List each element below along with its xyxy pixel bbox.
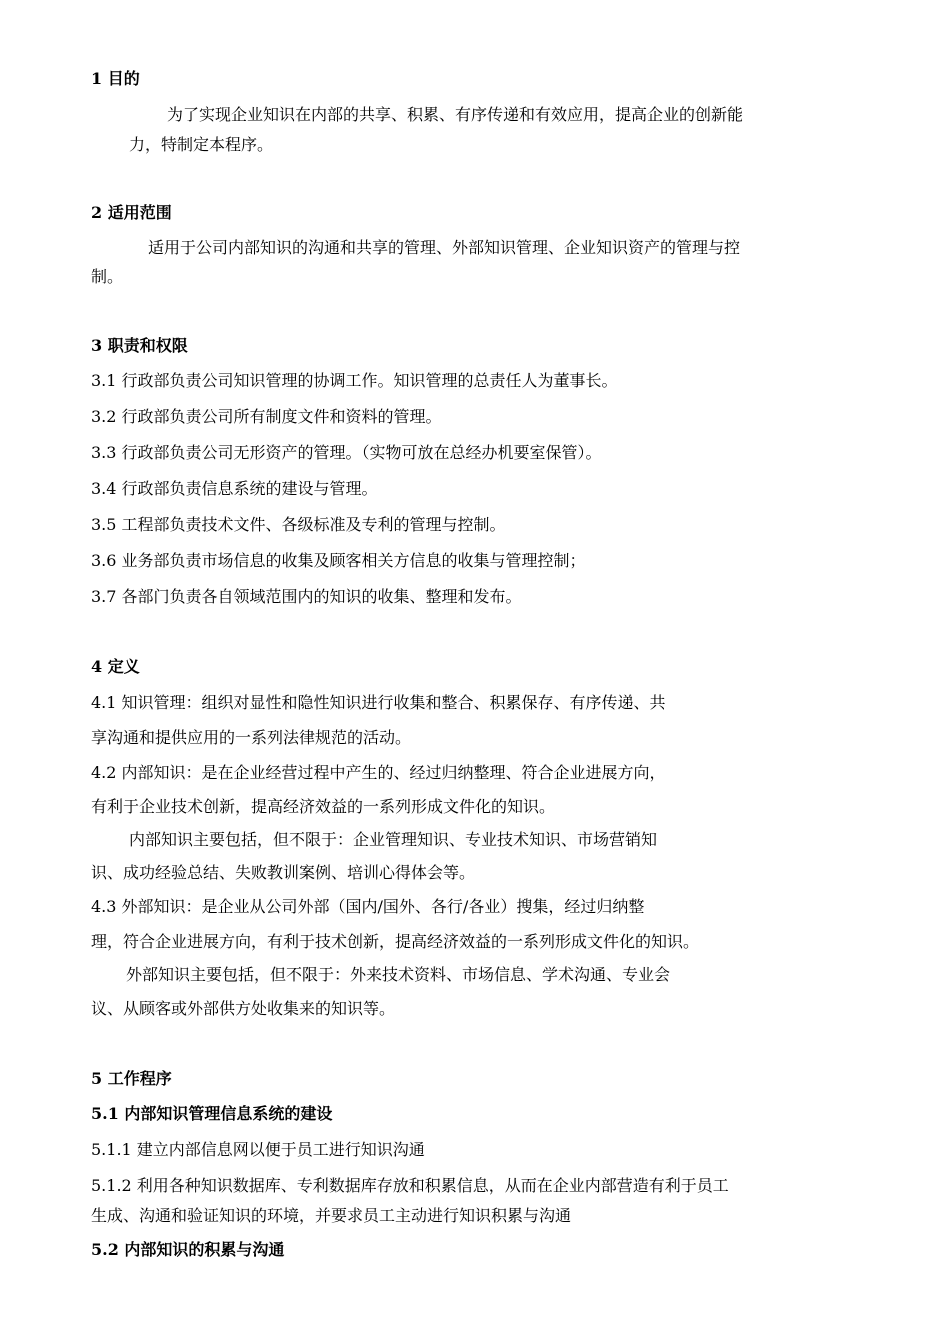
definition-line: 识、成功经验总结、失败教训案例、培训心得体会等。 [91,863,476,882]
definition-line: 4.1 知识管理：组织对显性和隐性知识进行收集和整合、积累保存、有序传递、共 [91,693,666,712]
definition-line: 议、从顾客或外部供方处收集来的知识等。 [91,999,396,1018]
procedure-line: 5.1.2 利用各种知识数据库、专利数据库存放和积累信息，从而在企业内部营造有利于员工 [91,1176,729,1195]
definition-line: 有利于企业技术创新，提高经济效益的一系列形成文件化的知识。 [91,797,556,816]
definition-line: 理，符合企业进展方向，有利于技术创新，提高经济效益的一系列形成文件化的知识。 [91,932,700,951]
definition-line: 4.2 内部知识：是在企业经营过程中产生的、经过归纳整理、符合企业进展方向， [91,763,666,782]
subsection-heading: 5.1 内部知识管理信息系统的建设 [91,1104,333,1123]
responsibility-item: 3.3 行政部负责公司无形资产的管理。（实物可放在总经办机要室保管）。 [91,443,602,462]
responsibility-item: 3.4 行政部负责信息系统的建设与管理。 [91,479,378,498]
definition-line: 内部知识主要包括，但不限于：企业管理知识、专业技术知识、市场营销知 [129,830,658,849]
responsibility-item: 3.5 工程部负责技术文件、各级标准及专利的管理与控制。 [91,515,506,534]
section-2-text: 适用于公司内部知识的沟通和共享的管理、外部知识管理、企业知识资产的管理与控 [148,238,741,257]
definition-line: 外部知识主要包括，但不限于：外来技术资料、市场信息、学术沟通、专业会 [126,965,671,984]
section-2-heading: 2 适用范围 [91,203,172,222]
section-3-heading: 3 职责和权限 [91,336,188,355]
definition-line: 4.3 外部知识：是企业从公司外部（国内/国外、各行/各业）搜集，经过归纳整 [91,897,645,916]
section-1-text: 为了实现企业知识在内部的共享、积累、有序传递和有效应用，提高企业的创新能 [167,105,744,124]
responsibility-item: 3.1 行政部负责公司知识管理的协调工作。知识管理的总责任人为董事长。 [91,371,618,390]
section-5-heading: 5 工作程序 [91,1069,172,1088]
procedure-line: 生成、沟通和验证知识的环境，并要求员工主动进行知识积累与沟通 [91,1206,572,1225]
definition-line: 享沟通和提供应用的一系列法律规范的活动。 [91,728,412,747]
section-2-text: 制。 [91,267,124,286]
section-1-heading: 1 目的 [91,69,140,88]
responsibility-item: 3.6 业务部负责市场信息的收集及顾客相关方信息的收集与管理控制； [91,551,586,570]
subsection-heading: 5.2 内部知识的积累与沟通 [91,1240,285,1259]
responsibility-item: 3.7 各部门负责各自领域范围内的知识的收集、整理和发布。 [91,587,522,606]
procedure-line: 5.1.1 建立内部信息网以便于员工进行知识沟通 [91,1140,425,1159]
section-4-heading: 4 定义 [91,657,140,676]
responsibility-item: 3.2 行政部负责公司所有制度文件和资料的管理。 [91,407,442,426]
section-1-text: 力，特制定本程序。 [129,135,274,154]
